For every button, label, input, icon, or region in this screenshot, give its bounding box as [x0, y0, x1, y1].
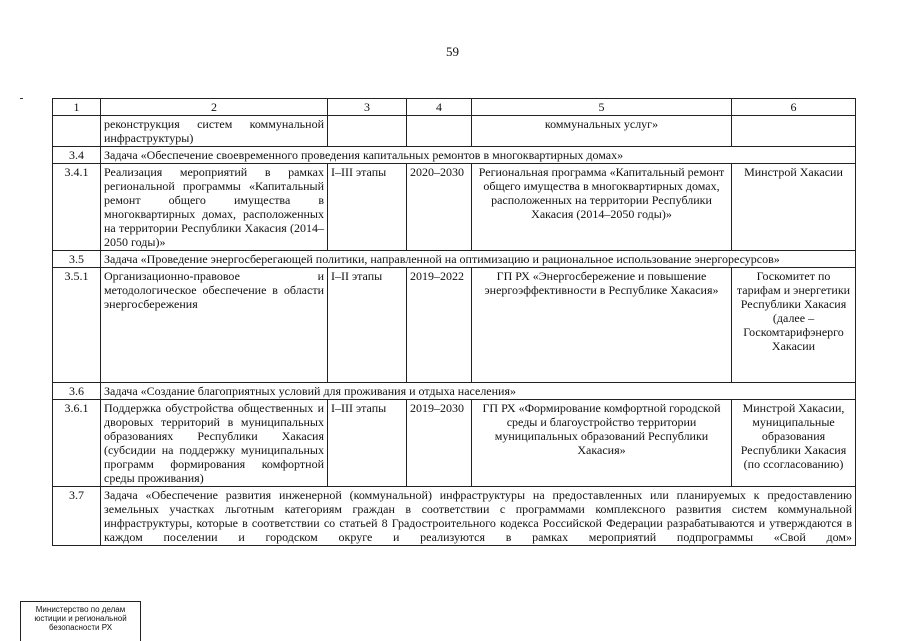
measure-years: 2019–2030: [407, 400, 472, 487]
cell-program: коммунальных услуг»: [472, 116, 732, 147]
measure-program: ГП РХ «Энергосбережение и повышение энергоэффективности в Республике Хакасия»: [472, 268, 732, 383]
page-number: 59: [446, 44, 459, 59]
task-title: Задача «Обеспечение развития инженерной (коммунальной) инфраструктуры на предоставленных или планируемых к предоставлению земельных участках льготным категориям граждан в соответствии с программами комплексного развития систем коммунальной инфраструктуры, которые в соответствии со статьей 8 Градостроительного кодекса Российской Федерации разрабатываются и утверждаются в каждом поселении и городском округе и реализуются в рамках мероприятий подпрограммы «Свой дом»: [101, 487, 856, 546]
measure-years: 2020–2030: [407, 164, 472, 251]
cell-stages: [328, 116, 407, 147]
task-row: [53, 251, 856, 268]
measure-years: 2019–2022: [407, 268, 472, 383]
measure-stages: I–II этапы: [328, 268, 407, 383]
cell-years: [407, 116, 472, 147]
measure-name: Поддержка обустройства общественных и дворовых территорий в муниципальных образованиях Республики Хакасия (субсидии на поддержку муниципальных программ формирования комфортной среды проживания): [101, 400, 328, 487]
measure-name: Организационно-правовое и методологическое обеспечение в области энергосбережения: [101, 268, 328, 383]
header-row: [53, 99, 856, 116]
header-cell: 3: [328, 99, 407, 116]
measure-row: [53, 400, 856, 487]
measure-program: ГП РХ «Формирование комфортной городской среды и благоустройство территории муниципальных образований Республики Хакасия»: [472, 400, 732, 487]
ministry-stamp: Министерство по делам юстиции и региональной безопасности РХ: [20, 601, 141, 641]
task-title: Задача «Обеспечение своевременного проведения капитальных ремонтов в многоквартирных домах»: [101, 147, 856, 164]
cell-num: [53, 116, 101, 147]
measure-program: Региональная программа «Капитальный ремонт общего имущества в многоквартирных домах, расположенных на территории Республики Хакасия (2014–2050 годы)»: [472, 164, 732, 251]
cell-name: реконструкция систем коммунальной инфраструктуры): [101, 116, 328, 147]
header-cell: 2: [101, 99, 328, 116]
measure-name: Реализация мероприятий в рамках региональной программы «Капитальный ремонт общего имущества в многоквартирных домах, расположенных на территории Республики Хакасия (2014–2050 годы)»: [101, 164, 328, 251]
task-num: 3.4: [53, 147, 101, 164]
task-title: Задача «Проведение энергосберегающей политики, направленной на оптимизацию и рациональное использование энергоресурсов»: [101, 251, 856, 268]
measure-executor: Минстрой Хакасии: [732, 164, 856, 251]
task-row: [53, 487, 856, 546]
task-num: 3.7: [53, 487, 101, 546]
header-cell: 5: [472, 99, 732, 116]
cell-executor: [732, 116, 856, 147]
measure-stages: I–III этапы: [328, 164, 407, 251]
measure-row: [53, 164, 856, 251]
task-num: 3.5: [53, 251, 101, 268]
measure-num: 3.4.1: [53, 164, 101, 251]
header-cell: 6: [732, 99, 856, 116]
measure-row: [53, 268, 856, 383]
continuation-row: [53, 116, 856, 147]
header-cell: 1: [53, 99, 101, 116]
measure-executor: Госкомитет по тарифам и энергетики Республики Хакасия (далее – Госкомтарифэнерго Хакасии: [732, 268, 856, 383]
measures-table: [52, 98, 856, 546]
measure-num: 3.6.1: [53, 400, 101, 487]
measure-stages: I–III этапы: [328, 400, 407, 487]
margin-mark: [20, 98, 23, 99]
task-title: Задача «Создание благоприятных условий для проживания и отдыха населения»: [101, 383, 856, 400]
task-row: [53, 147, 856, 164]
measure-num: 3.5.1: [53, 268, 101, 383]
task-row: [53, 383, 856, 400]
task-num: 3.6: [53, 383, 101, 400]
measure-executor: Минстрой Хакасии, муниципальные образования Республики Хакасия (по ссогласованию): [732, 400, 856, 487]
header-cell: 4: [407, 99, 472, 116]
